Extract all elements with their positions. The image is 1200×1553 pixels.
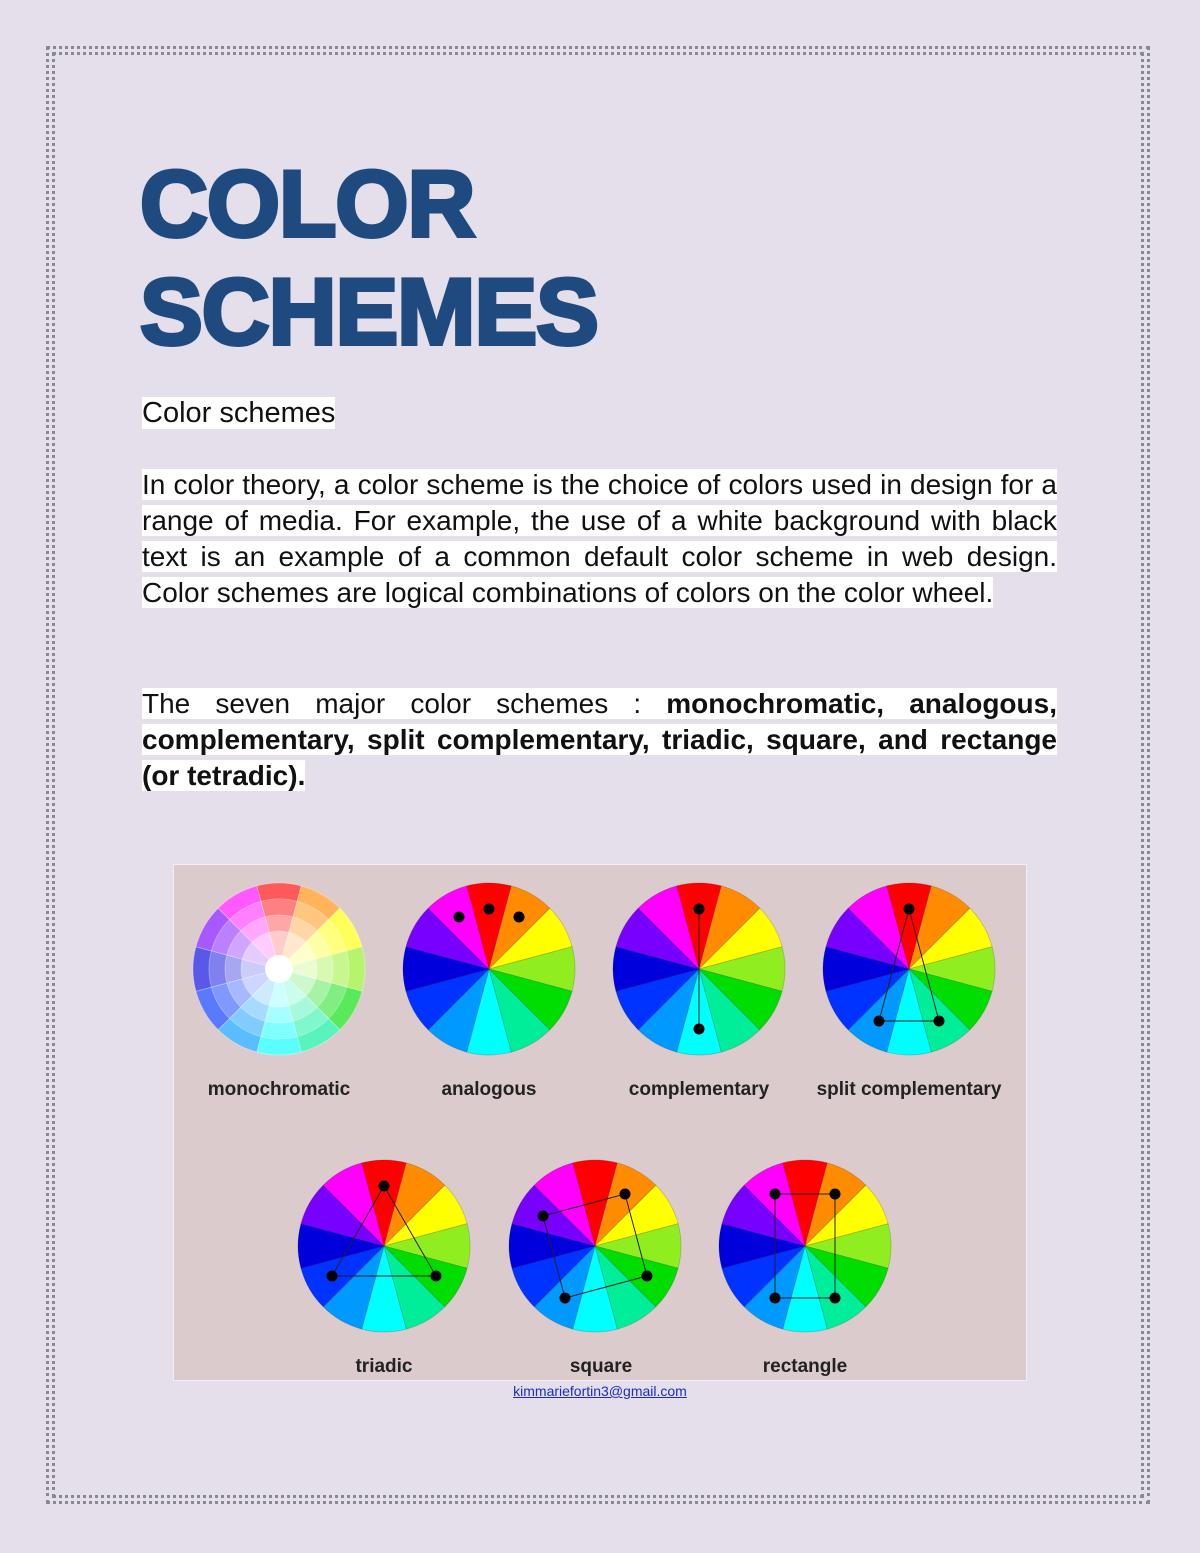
wheel-marker (514, 912, 525, 923)
wheel-marker (454, 912, 465, 923)
wheel-marker (327, 1271, 338, 1282)
intro-paragraph (142, 467, 1057, 611)
wheel-label-analogous: analogous (441, 1079, 537, 1100)
color-wheel-figure (173, 864, 1027, 1381)
wheel-marker (694, 904, 705, 915)
schemes-intro-text: The seven major color schemes : (142, 688, 667, 719)
wheel-marker (560, 1292, 571, 1303)
page-title (140, 150, 598, 366)
wheel-rectangle (717, 1158, 893, 1334)
subheading-text: Color schemes (142, 397, 336, 429)
wheel-split-complementary (821, 881, 997, 1057)
schemes-list-text: monochromatic, analogous, complementary, split complementary, triadic, square, and rectange (or tetradic). (142, 688, 1057, 791)
email-link[interactable]: kimmariefortin3@gmail.com (513, 1383, 687, 1399)
wheel-label-monochromatic: monochromatic (207, 1079, 351, 1100)
wheel-center (265, 955, 293, 983)
wheel-marker (379, 1181, 390, 1192)
wheel-marker (770, 1292, 781, 1303)
wheel-analogous (401, 881, 577, 1057)
wheel-marker (641, 1271, 652, 1282)
wheel-label-triadic: triadic (355, 1356, 413, 1377)
wheel-marker (830, 1292, 841, 1303)
wheel-label-rectangle: rectangle (762, 1356, 848, 1377)
wheel-monochromatic (191, 881, 367, 1057)
wheel-marker (430, 1271, 441, 1282)
wheel-square (507, 1158, 683, 1334)
wheel-marker (904, 904, 915, 915)
wheel-marker (538, 1211, 549, 1222)
subheading (142, 396, 335, 430)
wheel-label-complementary: complementary (628, 1079, 770, 1100)
wheel-marker (484, 904, 495, 915)
wheel-marker (934, 1015, 945, 1026)
wheel-label-split-complementary: split complementary (816, 1079, 1002, 1100)
wheel-marker (694, 1024, 705, 1035)
wheel-marker (830, 1189, 841, 1200)
wheel-triadic (296, 1158, 472, 1334)
intro-paragraph-text: In color theory, a color scheme is the choice of colors used in design for a range of media. For example, the use of a white background with black text is an example of a common default color scheme in web design. Color schemes are logical combinations of colors on the color wheel. (142, 469, 1057, 608)
wheel-marker (770, 1189, 781, 1200)
wheel-label-square: square (569, 1356, 633, 1377)
wheel-complementary (611, 881, 787, 1057)
title-line-2: SCHEMES (140, 259, 598, 364)
wheel-marker (874, 1015, 885, 1026)
schemes-paragraph (142, 686, 1057, 794)
title-line-1: COLOR (140, 151, 475, 256)
wheel-marker (620, 1189, 631, 1200)
